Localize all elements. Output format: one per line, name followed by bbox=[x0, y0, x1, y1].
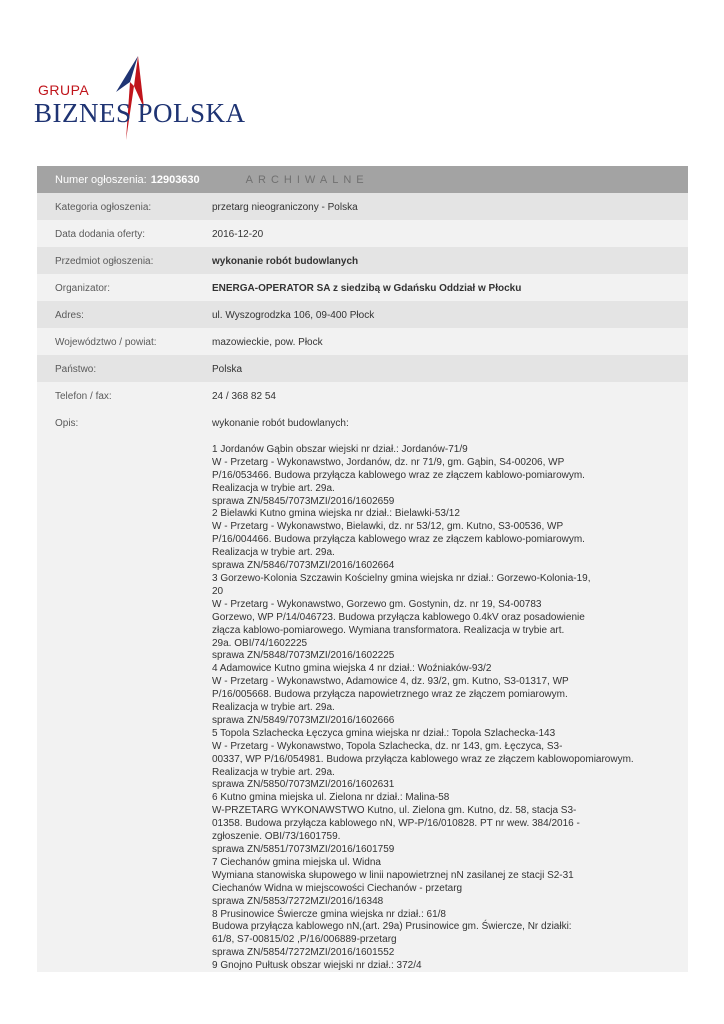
description-line: W - Przetarg - Wykonawstwo, Bielawki, dz. nr 53/12, gm. Kutno, S3-00536, WP bbox=[212, 521, 564, 533]
row-value: mazowieckie, pow. Płock bbox=[212, 337, 323, 348]
description-line: Realizacja w trybie art. 29a. bbox=[212, 482, 335, 494]
row-label: Przedmiot ogłoszenia: bbox=[55, 256, 154, 267]
description-line: sprawa ZN/5851/7073MZI/2016/1601759 bbox=[212, 844, 395, 855]
logo-name-left: BIZNES bbox=[34, 98, 132, 128]
row-value: Polska bbox=[212, 364, 243, 375]
row-phone bbox=[37, 382, 688, 409]
row-label: Adres: bbox=[55, 310, 84, 321]
description-line: 7 Ciechanów gmina miejska ul. Widna bbox=[212, 856, 381, 868]
description-line: 29a. OBI/74/1602225 bbox=[212, 637, 308, 649]
row-subject bbox=[37, 247, 688, 274]
row-value: 24 / 368 82 54 bbox=[212, 391, 276, 402]
logo-grupa-text: GRUPA bbox=[38, 82, 90, 98]
description-line: Wymiana stanowiska słupowego w linii napowietrznej nN zasilanej ze stacji S2-31 bbox=[212, 869, 574, 881]
description-line: złącza kablowo-pomiarowego. Wymiana transformatora. Realizacja w trybie art. bbox=[212, 624, 565, 636]
description-line: 61/8, S7-00815/02 ,P/16/006889-przetarg bbox=[212, 934, 397, 946]
description-line: Ciechanów Widna w miejscowości Ciechanów - przetarg bbox=[212, 882, 463, 894]
description-line: sprawa ZN/5853/7272MZI/2016/16348 bbox=[212, 895, 384, 907]
description-line: 00337, WP P/16/054981. Budowa przyłącza kablowego wraz ze złączem kablowopomiarowym. bbox=[212, 753, 634, 765]
status-badge: ARCHIWALNE bbox=[245, 173, 369, 186]
row-value: ENERGA-OPERATOR SA z siedzibą w Gdańsku Oddział w Płocku bbox=[212, 283, 522, 294]
row-region bbox=[37, 328, 688, 355]
description-line: sprawa ZN/5845/7073MZI/2016/1602659 bbox=[212, 495, 395, 507]
description-line: Gorzewo, WP P/14/046723. Budowa przyłącza kablowego 0.4kV oraz posadowienie bbox=[212, 611, 585, 623]
description-line: W - Przetarg - Wykonawstwo, Gorzewo gm. Gostynin, dz. nr 19, S4-00783 bbox=[212, 598, 542, 610]
row-label: Organizator: bbox=[55, 283, 111, 294]
listing-header bbox=[37, 166, 688, 193]
row-label: Opis: bbox=[55, 418, 79, 429]
description-line: sprawa ZN/5849/7073MZI/2016/1602666 bbox=[212, 714, 395, 726]
description-line: 4 Adamowice Kutno gmina wiejska 4 nr dział.: Woźniaków-93/2 bbox=[212, 663, 492, 675]
description-line: W - Przetarg - Wykonawstwo, Topola Szlachecka, dz. nr 143, gm. Łęczyca, S3- bbox=[212, 740, 563, 752]
description-body bbox=[200, 409, 688, 972]
description-line: W-PRZETARG WYKONAWSTWO Kutno, ul. Zielona gm. Kutno, dz. 58, stacja S3- bbox=[212, 805, 577, 817]
logo-name-right: POLSKA bbox=[137, 98, 246, 128]
description-line: W - Przetarg - Wykonawstwo, Jordanów, dz. nr 71/9, gm. Gąbin, S4-00206, WP bbox=[212, 456, 565, 468]
listing-number: 12903630 bbox=[150, 173, 200, 186]
description-line: zgłoszenie. OBI/73/1601759. bbox=[212, 831, 341, 843]
logo-name bbox=[34, 98, 246, 129]
description-line: 2 Bielawki Kutno gmina wiejska nr dział.: Bielawki-53/12 bbox=[212, 508, 460, 520]
description-line: Realizacja w trybie art. 29a. bbox=[212, 702, 335, 714]
description-line: sprawa ZN/5854/7272MZI/2016/1601552 bbox=[212, 947, 395, 959]
description-line: Budowa przyłącza kablowego nN,(art. 29a) Prusinowice gm. Świercze, Nr działki: bbox=[212, 921, 572, 933]
description-line: sprawa ZN/5850/7073MZI/2016/1602631 bbox=[212, 779, 395, 791]
description-lines bbox=[212, 444, 688, 973]
row-value: ul. Wyszogrodzka 106, 09-400 Płock bbox=[212, 310, 375, 321]
row-label: Data dodania oferty: bbox=[55, 229, 146, 240]
description-line: sprawa ZN/5846/7073MZI/2016/1602664 bbox=[212, 560, 395, 572]
description-line: 9 Gnojno Pułtusk obszar wiejski nr dział.: 372/4 bbox=[212, 960, 422, 972]
description-line: 1 Jordanów Gąbin obszar wiejski nr dział.: Jordanów-71/9 bbox=[212, 443, 468, 455]
description-line: P/16/004466. Budowa przyłącza kablowego wraz ze złączem kablowo-pomiarowym. bbox=[212, 534, 585, 546]
description-line: Realizacja w trybie art. 29a. bbox=[212, 547, 335, 559]
description-line: 20 bbox=[212, 585, 224, 597]
row-label: Telefon / fax: bbox=[55, 391, 112, 402]
description-line: W - Przetarg - Wykonawstwo, Adamowice 4, dz. 93/2, gm. Kutno, S3-01317, WP bbox=[212, 676, 569, 688]
brand-logo[interactable] bbox=[34, 52, 246, 142]
description-title: wykonanie robót budowlanych: bbox=[212, 418, 349, 429]
description-line: 3 Gorzewo-Kolonia Szczawin Kościelny gmina wiejska nr dział.: Gorzewo-Kolonia-19, bbox=[212, 572, 591, 584]
row-value: przetarg nieograniczony - Polska bbox=[212, 202, 358, 213]
row-label: Państwo: bbox=[55, 364, 97, 375]
description-line: P/16/053466. Budowa przyłącza kablowego wraz ze złączem kablowo-pomiarowym. bbox=[212, 469, 585, 481]
row-label: Województwo / powiat: bbox=[55, 337, 157, 348]
description-line: Realizacja w trybie art. 29a. bbox=[212, 766, 335, 778]
description-line: 01358. Budowa przyłącza kablowego nN, WP-P/16/010828. PT nr wew. 384/2016 - bbox=[212, 818, 580, 830]
description-line: 6 Kutno gmina miejska ul. Zielona nr dział.: Malina-58 bbox=[212, 792, 450, 804]
row-value: 2016-12-20 bbox=[212, 229, 264, 240]
description-line: P/16/005668. Budowa przyłącza napowietrznego wraz ze złączem pomiarowym. bbox=[212, 689, 568, 701]
row-description bbox=[37, 409, 688, 972]
row-category bbox=[37, 193, 688, 220]
description-line: 5 Topola Szlachecka Łęczyca gmina wiejska nr dział.: Topola Szlachecka-143 bbox=[212, 727, 556, 739]
row-address bbox=[37, 301, 688, 328]
row-organizer bbox=[37, 274, 688, 301]
row-value: wykonanie robót budowlanych bbox=[212, 256, 359, 267]
row-country bbox=[37, 355, 688, 382]
listing-table bbox=[37, 166, 688, 972]
description-line: 8 Prusinowice Świercze gmina wiejska nr dział.: 61/8 bbox=[212, 908, 446, 920]
row-label: Kategoria ogłoszenia: bbox=[55, 202, 152, 213]
row-date-added bbox=[37, 220, 688, 247]
description-line: sprawa ZN/5848/7073MZI/2016/1602225 bbox=[212, 650, 395, 662]
listing-number-label: Numer ogłoszenia: bbox=[55, 173, 147, 186]
